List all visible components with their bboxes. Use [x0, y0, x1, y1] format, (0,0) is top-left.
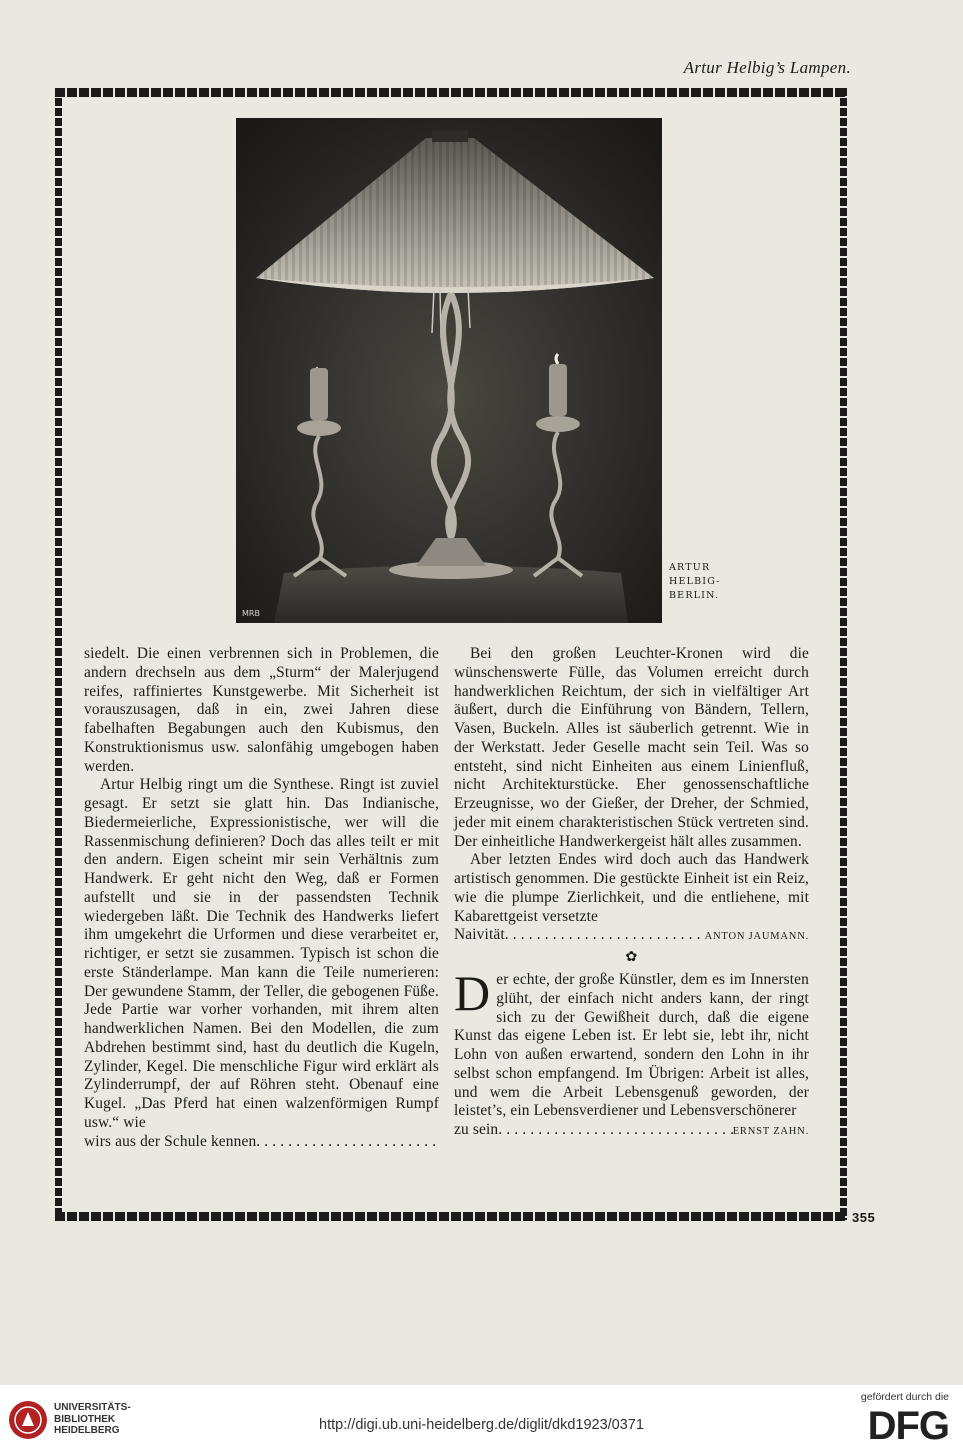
paragraph-end-line	[84, 1133, 439, 1152]
right-text-column	[454, 645, 809, 1142]
page-number: 355	[852, 1210, 876, 1225]
paragraph: siedelt. Die einen verbrennen sich in Problemen, die andern drechseln aus dem „Sturm“ der Malerjugend reifes, raffiniertes Kunstgewerbe. Mit Sicherheit ist vorauszusagen, daß in ein, zwei Jahren diese fabelhaften Begabungen auch den Kubismus, den Konstruktionismus usw. salonfähig umgebogen haben werden.	[84, 645, 439, 775]
ornament-icon: ✿	[625, 950, 638, 965]
caption-line: BERLIN.	[669, 590, 720, 601]
decorative-border-bottom	[55, 1212, 847, 1221]
paragraph-last-words: Naivität. . . .	[454, 926, 705, 945]
decorative-border-right	[840, 88, 847, 1220]
funding-label: gefördert durch die	[860, 1391, 949, 1403]
dfg-logo[interactable]: DFG	[867, 1404, 949, 1448]
author-signature: ERNST ZAHN.	[732, 1126, 809, 1137]
quote-paragraph	[454, 965, 809, 1121]
paragraph: Bei den großen Leuchter-Kronen wird die wünschenswerte Fülle, das Volumen erreicht durch handwerklichen Reichtum, der sich in vielfältiger Art äußert, durch die Einführung von Bändern, Tellern, Vasen, Buckeln. Alles ist säuberlich getrennt. Wie in der Werkstatt. Jeder Geselle macht sein Teil. Was so entsteht, sind nicht Einheiten aus einem Linienfluß, nicht Architekturstücke. Eher genossenschaftliche Erzeugnisse, wo der Gießer, der Dreher, der Schmied, jeder mit einem charakteristischen Stück vertreten sind. Der einheitliche Handwerkergeist hält alles zusammen.	[454, 645, 809, 850]
drop-cap: D	[454, 965, 491, 1021]
author-signature: ANTON JAUMANN.	[704, 931, 809, 943]
caption-line: HELBIG-	[669, 576, 721, 587]
paragraph: Artur Helbig ringt um die Synthese. Ringt ist zuviel gesagt. Er setzt sie glatt hin. Das Indianische, Biedermeierliche, Expressionistische, wer will die Rassenmischung definieren? Doch das alles teilt er mit den andern. Eigen scheint mir sein Verhältnis zum Handwerk. Er geht nicht den Weg, daß er Formen aufstellt und sie in der passendsten Technik wiedergeben läßt. Die Technik des Handwerks liefert ihm umgekehrt die Urformen und diese verarbeitet er, richtiger, er setzt sie zusammen. Typisch ist schon die erste Ständerlampe. Man kann die Teile numerieren: Der gewundene Stamm, der Teller, die gebogenen Füße. Jede Partie war vorher vorhanden, mit ihrem alten handwerklichen Namen. Bei den Modellen, die zum Abdrehen bestimmt sind, hast du deutlich die Kugeln, Zylinder, Kegel. Die menschliche Figur wird erklärt als Zylinderrumpf, der auf Röhren steht. Obenauf eine Kugel. „Das Pferd hat einen walzenförmigen Rumpf usw.“ wie	[84, 776, 439, 1131]
library-name-line: UNIVERSITÄTS-	[54, 1402, 131, 1413]
decorative-border-top	[55, 88, 847, 97]
lamp-photograph	[236, 118, 662, 623]
library-name-line: BIBLIOTHEK	[54, 1413, 116, 1425]
photo-monogram: MRB	[242, 609, 260, 618]
photo-caption	[669, 561, 721, 603]
viewer-footer	[0, 1385, 963, 1454]
paragraph: Aber letzten Endes wird doch auch das Handwerk artistisch genommen. Die gestückte Einheit ist ein Reiz, wie die plumpe Zierlichkeit, und die entliehene, mit Kabarettgeist versetzte	[454, 851, 809, 925]
document-url-link[interactable]: http://digi.ub.uni-heidelberg.de/diglit/dkd1923/0371	[319, 1417, 644, 1433]
paragraph-last-words: wirs aus der Schule kennen. . . .	[84, 1133, 439, 1152]
signature-line	[454, 1121, 809, 1142]
decorative-border-left	[55, 88, 62, 1220]
running-title: Artur Helbig’s Lampen.	[683, 58, 851, 77]
quote-text: er echte, der große Künstler, dem es im Innersten glüht, der einfach nicht anders kann, der ringt sich zu der Gewißheit durch, daß die eigene Kunst das eigene Leben ist. Er lebt sie, lebt ihr, nicht Lohn von außen erwartend, sondern den Lohn in ihr selbst schon empfangend. Im Übrigen: Arbeit ist alles, und wem die Arbeit Lebensgenuß geworden, der leistet’s, ein Lebensverdiener und Lebensverschönerer	[454, 971, 809, 1120]
left-text-column	[84, 645, 439, 1151]
signature-line	[454, 926, 809, 947]
paragraph-last-words: zu sein. . . .	[454, 1121, 733, 1140]
library-name-line: HEIDELBERG	[54, 1425, 120, 1436]
caption-line: ARTUR	[669, 562, 711, 573]
